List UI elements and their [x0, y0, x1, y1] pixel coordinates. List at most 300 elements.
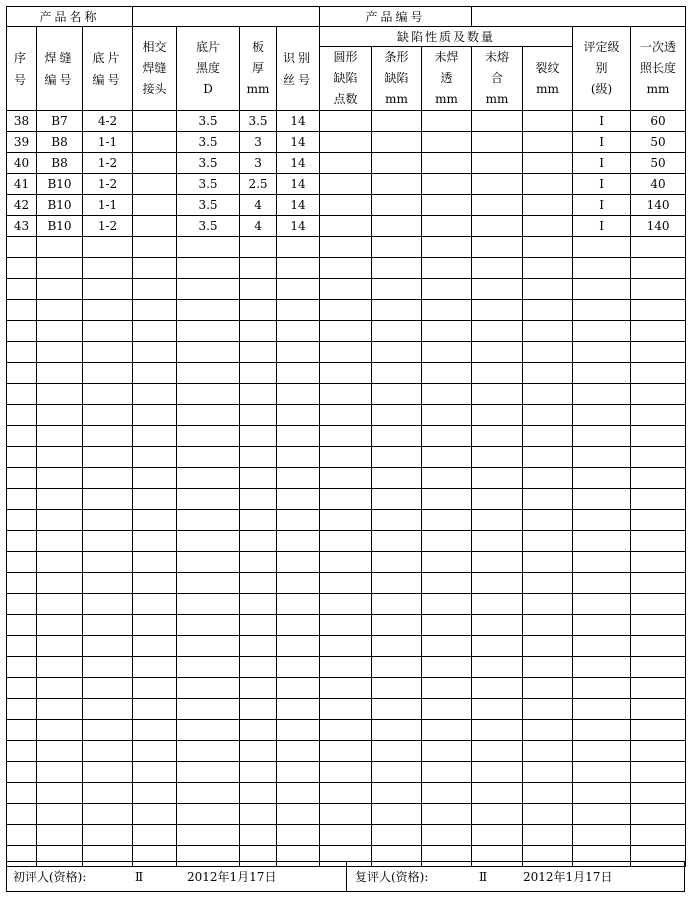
cell-length [631, 405, 686, 426]
cell-grade [573, 594, 631, 615]
cell-thickness [240, 300, 277, 321]
cell-film [83, 552, 133, 573]
cell-mark [277, 489, 320, 510]
cell-density [177, 531, 240, 552]
cell-round [320, 573, 372, 594]
cell-film [83, 279, 133, 300]
cell-weld [37, 468, 83, 489]
cell-density: 3.5 [177, 153, 240, 174]
cell-film [83, 426, 133, 447]
cell-lack-fusion [472, 741, 523, 762]
cell-crack [523, 237, 573, 258]
cell-intersect [133, 426, 177, 447]
cell-lack-pen [422, 363, 472, 384]
cell-grade [573, 363, 631, 384]
cell-seq [7, 783, 37, 804]
final-reviewer-label: 复评人(资格): [355, 870, 429, 884]
cell-seq [7, 279, 37, 300]
cell-round [320, 615, 372, 636]
cell-intersect [133, 300, 177, 321]
cell-density [177, 321, 240, 342]
table-row [7, 384, 686, 405]
cell-round [320, 762, 372, 783]
cell-strip [372, 132, 422, 153]
cell-crack [523, 762, 573, 783]
cell-thickness [240, 783, 277, 804]
cell-lack-pen [422, 573, 472, 594]
cell-grade [573, 552, 631, 573]
cell-mark [277, 657, 320, 678]
cell-seq [7, 426, 37, 447]
inspection-report-sheet [6, 6, 685, 867]
cell-density [177, 804, 240, 825]
cell-intersect [133, 741, 177, 762]
cell-crack [523, 321, 573, 342]
table-row [7, 468, 686, 489]
cell-lack-fusion [472, 216, 523, 237]
table-row [7, 489, 686, 510]
cell-lack-fusion [472, 825, 523, 846]
cell-crack [523, 615, 573, 636]
table-row [7, 825, 686, 846]
cell-seq [7, 468, 37, 489]
cell-grade [573, 321, 631, 342]
cell-seq: 43 [7, 216, 37, 237]
cell-grade [573, 489, 631, 510]
cell-thickness: 2.5 [240, 174, 277, 195]
cell-lack-fusion [472, 657, 523, 678]
cell-intersect [133, 762, 177, 783]
cell-strip [372, 720, 422, 741]
cell-weld [37, 720, 83, 741]
cell-mark [277, 237, 320, 258]
cell-lack-pen [422, 342, 472, 363]
cell-seq [7, 300, 37, 321]
cell-intersect [133, 531, 177, 552]
cell-weld [37, 342, 83, 363]
cell-strip [372, 216, 422, 237]
cell-crack [523, 720, 573, 741]
cell-intersect [133, 363, 177, 384]
cell-strip [372, 111, 422, 132]
cell-density [177, 363, 240, 384]
cell-crack [523, 468, 573, 489]
cell-intersect [133, 615, 177, 636]
cell-grade [573, 405, 631, 426]
cell-length [631, 552, 686, 573]
cell-grade: I [573, 174, 631, 195]
cell-length [631, 804, 686, 825]
cell-weld [37, 804, 83, 825]
col-lack-fusion-header: 未熔 合 mm [472, 47, 523, 111]
cell-thickness [240, 594, 277, 615]
cell-lack-pen [422, 783, 472, 804]
cell-thickness [240, 405, 277, 426]
cell-intersect [133, 468, 177, 489]
cell-mark: 14 [277, 174, 320, 195]
table-row [7, 783, 686, 804]
cell-mark [277, 384, 320, 405]
cell-lack-pen [422, 804, 472, 825]
cell-mark [277, 510, 320, 531]
cell-film [83, 510, 133, 531]
cell-density [177, 573, 240, 594]
cell-thickness [240, 258, 277, 279]
cell-mark [277, 762, 320, 783]
table-row [7, 216, 686, 237]
cell-thickness [240, 762, 277, 783]
cell-intersect [133, 594, 177, 615]
cell-lack-fusion [472, 783, 523, 804]
cell-lack-fusion [472, 720, 523, 741]
cell-crack [523, 111, 573, 132]
cell-lack-pen [422, 216, 472, 237]
cell-grade [573, 384, 631, 405]
col-lack-pen-header: 未焊 透 mm [422, 47, 472, 111]
cell-lack-fusion [472, 489, 523, 510]
cell-crack [523, 510, 573, 531]
cell-lack-fusion [472, 132, 523, 153]
cell-strip [372, 237, 422, 258]
cell-thickness [240, 237, 277, 258]
cell-lack-pen [422, 489, 472, 510]
cell-crack [523, 531, 573, 552]
cell-lack-fusion [472, 804, 523, 825]
cell-film [83, 762, 133, 783]
cell-density [177, 384, 240, 405]
cell-film [83, 321, 133, 342]
cell-round [320, 384, 372, 405]
cell-length [631, 825, 686, 846]
table-row [7, 447, 686, 468]
cell-film: 1-2 [83, 174, 133, 195]
cell-round [320, 342, 372, 363]
initial-reviewer-cell [7, 862, 347, 891]
cell-round [320, 258, 372, 279]
cell-intersect [133, 195, 177, 216]
cell-round [320, 237, 372, 258]
cell-film [83, 678, 133, 699]
cell-strip [372, 825, 422, 846]
cell-film [83, 573, 133, 594]
table-row [7, 363, 686, 384]
table-row [7, 678, 686, 699]
col-seq-header: 序 号 [7, 27, 37, 111]
product-number-label: 产品编号 [320, 7, 472, 27]
cell-lack-fusion [472, 552, 523, 573]
cell-weld: B10 [37, 216, 83, 237]
cell-length [631, 783, 686, 804]
cell-seq [7, 510, 37, 531]
cell-weld [37, 237, 83, 258]
col-film-header: 底片 编号 [83, 27, 133, 111]
cell-lack-pen [422, 825, 472, 846]
cell-strip [372, 594, 422, 615]
table-row [7, 720, 686, 741]
cell-weld [37, 489, 83, 510]
cell-mark: 14 [277, 111, 320, 132]
cell-lack-fusion [472, 615, 523, 636]
cell-round [320, 426, 372, 447]
table-row [7, 279, 686, 300]
cell-weld [37, 657, 83, 678]
cell-density [177, 762, 240, 783]
cell-thickness [240, 426, 277, 447]
cell-strip [372, 552, 422, 573]
cell-intersect [133, 447, 177, 468]
cell-density: 3.5 [177, 216, 240, 237]
cell-seq [7, 594, 37, 615]
cell-lack-pen [422, 636, 472, 657]
cell-seq [7, 804, 37, 825]
cell-round [320, 720, 372, 741]
initial-review-date: 2012年1月17日 [187, 870, 277, 884]
cell-seq: 42 [7, 195, 37, 216]
cell-film [83, 594, 133, 615]
cell-film [83, 804, 133, 825]
cell-thickness: 3 [240, 132, 277, 153]
cell-seq [7, 825, 37, 846]
cell-crack [523, 342, 573, 363]
cell-round [320, 321, 372, 342]
table-row [7, 300, 686, 321]
cell-grade: I [573, 195, 631, 216]
cell-seq [7, 342, 37, 363]
cell-grade: I [573, 153, 631, 174]
cell-mark [277, 678, 320, 699]
col-crack-header: 裂纹 mm [523, 47, 573, 111]
cell-round [320, 510, 372, 531]
cell-seq [7, 552, 37, 573]
cell-grade [573, 783, 631, 804]
cell-strip [372, 342, 422, 363]
table-row [7, 762, 686, 783]
cell-crack [523, 279, 573, 300]
cell-length [631, 594, 686, 615]
cell-thickness [240, 468, 277, 489]
cell-mark: 14 [277, 195, 320, 216]
cell-thickness: 4 [240, 195, 277, 216]
cell-grade [573, 342, 631, 363]
cell-length [631, 342, 686, 363]
cell-strip [372, 636, 422, 657]
cell-round [320, 657, 372, 678]
cell-mark [277, 636, 320, 657]
cell-mark [277, 594, 320, 615]
cell-lack-fusion [472, 174, 523, 195]
table-row [7, 657, 686, 678]
cell-strip [372, 531, 422, 552]
cell-length [631, 237, 686, 258]
cell-mark: 14 [277, 153, 320, 174]
cell-crack [523, 783, 573, 804]
cell-film [83, 699, 133, 720]
cell-thickness: 3 [240, 153, 277, 174]
cell-film [83, 657, 133, 678]
cell-intersect [133, 657, 177, 678]
cell-weld [37, 678, 83, 699]
cell-weld [37, 510, 83, 531]
cell-strip [372, 510, 422, 531]
cell-lack-pen [422, 468, 472, 489]
cell-round [320, 405, 372, 426]
cell-strip [372, 741, 422, 762]
cell-lack-pen [422, 615, 472, 636]
cell-intersect [133, 720, 177, 741]
cell-crack [523, 489, 573, 510]
cell-thickness [240, 699, 277, 720]
cell-thickness [240, 678, 277, 699]
cell-length [631, 615, 686, 636]
cell-grade [573, 657, 631, 678]
table-row [7, 573, 686, 594]
cell-lack-pen [422, 174, 472, 195]
cell-density [177, 300, 240, 321]
cell-crack [523, 384, 573, 405]
cell-crack [523, 258, 573, 279]
cell-weld: B8 [37, 132, 83, 153]
cell-round [320, 804, 372, 825]
table-row [7, 636, 686, 657]
col-intersect-header: 相交 焊缝 接头 [133, 27, 177, 111]
cell-grade [573, 447, 631, 468]
cell-weld [37, 279, 83, 300]
cell-length [631, 510, 686, 531]
cell-mark [277, 447, 320, 468]
cell-lack-fusion [472, 699, 523, 720]
cell-film [83, 468, 133, 489]
cell-intersect [133, 678, 177, 699]
cell-grade [573, 237, 631, 258]
cell-lack-fusion [472, 342, 523, 363]
cell-grade [573, 468, 631, 489]
cell-lack-fusion [472, 447, 523, 468]
cell-intersect [133, 342, 177, 363]
cell-thickness [240, 657, 277, 678]
cell-density [177, 258, 240, 279]
cell-density [177, 447, 240, 468]
cell-thickness [240, 342, 277, 363]
cell-film [83, 783, 133, 804]
final-reviewer-level: Ⅱ [479, 869, 488, 884]
cell-lack-fusion [472, 510, 523, 531]
cell-length [631, 300, 686, 321]
table-row [7, 111, 686, 132]
cell-lack-pen [422, 321, 472, 342]
cell-intersect [133, 237, 177, 258]
cell-intersect [133, 783, 177, 804]
cell-grade [573, 804, 631, 825]
table-row [7, 195, 686, 216]
product-name-label: 产品名称 [7, 7, 133, 27]
cell-crack [523, 804, 573, 825]
cell-seq [7, 258, 37, 279]
cell-intersect [133, 321, 177, 342]
cell-lack-fusion [472, 258, 523, 279]
cell-lack-pen [422, 153, 472, 174]
cell-grade [573, 825, 631, 846]
col-round-header: 圆形 缺陷 点数 [320, 47, 372, 111]
cell-density [177, 741, 240, 762]
cell-strip [372, 384, 422, 405]
cell-thickness [240, 804, 277, 825]
cell-lack-pen [422, 699, 472, 720]
cell-lack-pen [422, 132, 472, 153]
signature-footer [6, 861, 685, 892]
cell-density [177, 615, 240, 636]
col-grade-header: 评定级 别 (级) [573, 27, 631, 111]
cell-intersect [133, 636, 177, 657]
cell-crack [523, 195, 573, 216]
table-row [7, 510, 686, 531]
cell-density [177, 783, 240, 804]
cell-crack [523, 636, 573, 657]
cell-seq [7, 720, 37, 741]
col-strip-header: 条形 缺陷 mm [372, 47, 422, 111]
cell-crack [523, 825, 573, 846]
cell-intersect [133, 153, 177, 174]
cell-strip [372, 279, 422, 300]
cell-grade [573, 720, 631, 741]
cell-thickness [240, 363, 277, 384]
cell-density [177, 426, 240, 447]
cell-weld [37, 594, 83, 615]
cell-lack-fusion [472, 531, 523, 552]
cell-lack-fusion [472, 195, 523, 216]
table-row [7, 237, 686, 258]
cell-mark [277, 531, 320, 552]
cell-mark [277, 342, 320, 363]
cell-lack-fusion [472, 153, 523, 174]
cell-grade [573, 699, 631, 720]
cell-grade [573, 636, 631, 657]
cell-seq [7, 615, 37, 636]
cell-round [320, 363, 372, 384]
cell-grade [573, 426, 631, 447]
cell-weld: B8 [37, 153, 83, 174]
cell-weld [37, 762, 83, 783]
cell-intersect [133, 405, 177, 426]
cell-mark [277, 825, 320, 846]
cell-seq [7, 405, 37, 426]
cell-round [320, 783, 372, 804]
cell-strip [372, 300, 422, 321]
cell-round [320, 699, 372, 720]
cell-crack [523, 594, 573, 615]
cell-thickness [240, 279, 277, 300]
cell-length [631, 678, 686, 699]
cell-seq [7, 573, 37, 594]
cell-film [83, 363, 133, 384]
cell-round [320, 111, 372, 132]
cell-grade [573, 258, 631, 279]
cell-intersect [133, 384, 177, 405]
cell-thickness [240, 447, 277, 468]
cell-strip [372, 447, 422, 468]
cell-seq [7, 321, 37, 342]
cell-lack-pen [422, 741, 472, 762]
cell-length [631, 363, 686, 384]
cell-density [177, 510, 240, 531]
product-name-value [133, 7, 320, 27]
cell-strip [372, 489, 422, 510]
cell-density: 3.5 [177, 111, 240, 132]
cell-lack-fusion [472, 237, 523, 258]
cell-crack [523, 741, 573, 762]
cell-strip [372, 363, 422, 384]
cell-mark [277, 804, 320, 825]
cell-weld: B7 [37, 111, 83, 132]
